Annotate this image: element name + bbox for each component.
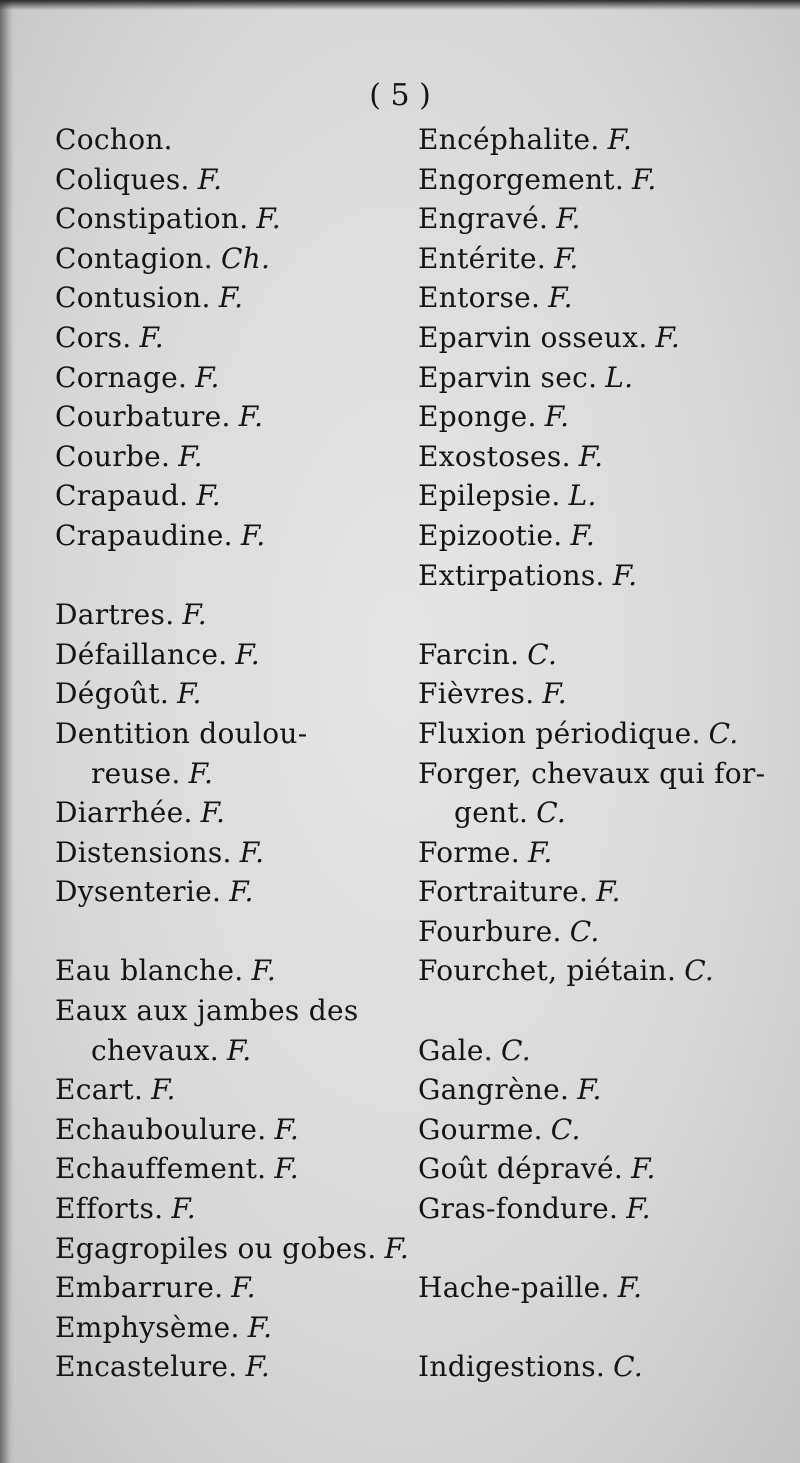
entry-term: Constipation. (55, 202, 249, 236)
entry-abbreviation: F. (655, 320, 681, 354)
entry-term: Cornage. (55, 360, 188, 394)
right-column (418, 120, 778, 1387)
entry-term: Echauboulure. (55, 1112, 267, 1146)
entry-term: Courbature. (55, 400, 231, 434)
entry-term: Contagion. (55, 241, 213, 275)
entry-abbreviation: F. (527, 835, 553, 869)
entry-term: Goût dépravé. (418, 1152, 624, 1186)
entry-term: Embarrure. (55, 1271, 224, 1305)
entry-term: Courbe. (55, 439, 171, 473)
index-entry (55, 793, 415, 833)
blank-line (55, 556, 415, 596)
entry-term: Gourme. (418, 1112, 543, 1146)
entry-term: Hache-paille. (418, 1271, 610, 1305)
entry-abbreviation: F. (229, 875, 254, 909)
entry-abbreviation: C. (613, 1350, 644, 1384)
entry-term: Gras-fondure. (418, 1192, 619, 1226)
entry-term: Epizootie. (418, 518, 563, 552)
page-number: ( 5 ) (369, 78, 431, 113)
entry-abbreviation: F. (178, 439, 203, 473)
index-entry (418, 912, 778, 952)
entry-abbreviation: F. (240, 518, 266, 552)
entry-term: Egagropiles ou gobes. (55, 1231, 377, 1265)
index-entry (55, 278, 415, 318)
entry-abbreviation: F. (182, 598, 207, 632)
entry-term: Eparvin osseux. (418, 320, 648, 354)
entry-term: Défaillance. (55, 637, 228, 671)
entry-term: Ecart. (55, 1073, 144, 1107)
entry-abbreviation: C. (550, 1112, 581, 1146)
entry-abbreviation: F. (556, 202, 581, 236)
entry-term: Entérite. (418, 241, 547, 275)
entry-abbreviation: F. (235, 637, 260, 671)
index-entry (418, 793, 778, 833)
index-entry (418, 397, 778, 437)
entry-abbreviation: F. (197, 162, 223, 196)
entry-abbreviation: F. (596, 875, 621, 909)
entry-abbreviation: F. (139, 320, 165, 354)
index-entry (418, 951, 778, 991)
entry-term: Diarrhée. (55, 796, 193, 830)
index-entry (418, 120, 778, 160)
index-entry (55, 1189, 415, 1229)
entry-term: Dysenterie. (55, 875, 222, 909)
entry-abbreviation: F. (607, 123, 633, 156)
entry-abbreviation: Ch. (220, 241, 271, 275)
entry-term: Fourbure. (418, 914, 562, 948)
entry-term: Gangrène. (418, 1073, 570, 1107)
entry-term: Forme. (418, 835, 520, 869)
index-entry (418, 556, 778, 596)
entry-abbreviation: C. (569, 914, 600, 948)
entry-term: Engorgement. (418, 162, 625, 196)
entry-abbreviation: C. (501, 1033, 531, 1067)
index-entry (55, 160, 415, 200)
page-edge-shadow (0, 0, 14, 1463)
index-entry (55, 1229, 415, 1269)
index-entry (418, 1110, 778, 1150)
entry-abbreviation: L. (605, 360, 634, 394)
entry-term: Fourchet, piétain. (418, 954, 677, 988)
entry-abbreviation: F. (384, 1231, 410, 1265)
entry-abbreviation: F. (632, 162, 657, 196)
entry-term: Fortraiture. (418, 875, 589, 909)
entry-term: Fièvres. (418, 677, 535, 711)
index-entry (55, 120, 415, 160)
entry-abbreviation: F. (548, 281, 573, 315)
index-entry (55, 358, 415, 398)
index-entry (55, 437, 415, 477)
entry-abbreviation: F. (274, 1152, 299, 1186)
blank-line (418, 595, 778, 635)
index-entry (55, 397, 415, 437)
entry-term: Crapaud. (55, 479, 189, 513)
entry-abbreviation: F. (631, 1152, 656, 1186)
entry-term: Fluxion périodique. (418, 716, 701, 750)
entry-term: Efforts. (55, 1192, 164, 1226)
entry-abbreviation: F. (256, 202, 281, 236)
entry-abbreviation: F. (570, 518, 596, 552)
entry-abbreviation: F. (247, 1310, 273, 1344)
entry-term: Epilepsie. (418, 479, 561, 513)
entry-term: Engravé. (418, 202, 549, 236)
entry-abbreviation: F. (200, 796, 226, 830)
entry-term: Coliques. (55, 162, 190, 196)
index-entry (55, 318, 415, 358)
index-entry (55, 951, 415, 991)
entry-term: Dégoût. (55, 677, 170, 711)
index-entry (418, 160, 778, 200)
index-entry (418, 872, 778, 912)
index-entry (55, 516, 415, 556)
index-entry (418, 516, 778, 556)
entry-abbreviation: F. (577, 1073, 602, 1107)
entry-term: Encéphalite. (418, 123, 600, 156)
entry-abbreviation: C. (527, 637, 558, 671)
entry-abbreviation: F. (171, 1192, 196, 1226)
index-entry (418, 714, 778, 754)
left-column (55, 120, 415, 1387)
entry-abbreviation: F. (196, 479, 221, 513)
index-entry (55, 595, 415, 635)
entry-term: chevaux. (91, 1033, 219, 1067)
entry-abbreviation: F. (239, 835, 265, 869)
entry-abbreviation: C. (684, 954, 715, 988)
entry-abbreviation: F. (188, 756, 214, 790)
entry-term: Cors. (55, 320, 132, 354)
entry-term: Echauffement. (55, 1152, 267, 1186)
entry-term: Indigestions. (418, 1350, 606, 1384)
entry-term: Dentition doulou- (55, 716, 308, 750)
index-entry (418, 476, 778, 516)
entry-term: Eparvin sec. (418, 360, 598, 394)
index-entry (418, 318, 778, 358)
entry-term: Extirpations. (418, 558, 605, 592)
entry-term: Cochon. (55, 123, 173, 156)
entry-abbreviation: F. (226, 1033, 252, 1067)
index-entry (418, 358, 778, 398)
entry-term: Emphysème. (55, 1310, 240, 1344)
index-entry (55, 1347, 415, 1387)
blank-line (418, 991, 778, 1031)
entry-abbreviation: F. (195, 360, 220, 394)
entry-abbreviation: F. (554, 241, 579, 275)
index-entry (55, 714, 415, 754)
index-entry (55, 833, 415, 873)
index-entry (55, 1110, 415, 1150)
entry-term: Farcin. (418, 637, 520, 671)
index-entry (418, 635, 778, 675)
entry-abbreviation: F. (151, 1073, 176, 1107)
entry-term: Distensions. (55, 835, 232, 869)
index-entry (55, 754, 415, 794)
entry-term: Forger, chevaux qui for- (418, 756, 766, 790)
entry-abbreviation: F. (238, 400, 264, 434)
entry-term: Entorse. (418, 281, 541, 315)
entry-term: Crapaudine. (55, 518, 233, 552)
entry-term: Eaux aux jambes des (55, 994, 359, 1028)
entry-term: Dartres. (55, 598, 175, 632)
entry-abbreviation: F. (617, 1271, 643, 1305)
entry-term: reuse. (91, 756, 181, 790)
entry-abbreviation: C. (536, 796, 567, 830)
index-entry (55, 991, 415, 1031)
entry-abbreviation: F. (542, 677, 567, 711)
entry-term: Contusion. (55, 281, 211, 315)
entry-term: Encastelure. (55, 1350, 238, 1384)
entry-abbreviation: F. (231, 1271, 256, 1305)
index-entry (418, 1347, 778, 1387)
entry-abbreviation: F. (578, 439, 604, 473)
entry-term: Gale. (418, 1033, 493, 1067)
index-entry (418, 437, 778, 477)
entry-abbreviation: C. (708, 716, 739, 750)
index-entry (55, 476, 415, 516)
index-entry (418, 1268, 778, 1308)
index-entry (418, 278, 778, 318)
index-entry (55, 1070, 415, 1110)
blank-line (418, 1229, 778, 1269)
entry-abbreviation: L. (568, 479, 597, 513)
index-entry (55, 199, 415, 239)
index-entry (55, 1308, 415, 1348)
index-entry (55, 872, 415, 912)
entry-abbreviation: F. (612, 558, 638, 592)
index-entry (418, 754, 778, 794)
entry-term: gent. (454, 796, 529, 830)
index-entry (55, 1268, 415, 1308)
entry-term: Eponge. (418, 400, 537, 434)
index-entry (55, 1031, 415, 1071)
index-entry (418, 674, 778, 714)
index-entry (418, 1070, 778, 1110)
entry-term: Eau blanche. (55, 954, 244, 988)
entry-abbreviation: F. (177, 677, 202, 711)
entry-abbreviation: F. (274, 1112, 300, 1146)
index-entry (418, 1189, 778, 1229)
blank-line (55, 912, 415, 952)
index-entry (55, 1149, 415, 1189)
index-entry (55, 674, 415, 714)
entry-abbreviation: F. (544, 400, 570, 434)
entry-abbreviation: F. (245, 1350, 271, 1384)
index-entry (418, 1031, 778, 1071)
entry-abbreviation: F. (251, 954, 277, 988)
index-entry (418, 239, 778, 279)
entry-abbreviation: F. (626, 1192, 651, 1226)
entry-abbreviation: F. (218, 281, 244, 315)
index-entry (55, 635, 415, 675)
index-entry (55, 239, 415, 279)
entry-term: Exostoses. (418, 439, 571, 473)
index-entry (418, 833, 778, 873)
index-entry (418, 199, 778, 239)
index-entry (418, 1149, 778, 1189)
blank-line (418, 1308, 778, 1348)
page-top-shadow (0, 0, 800, 10)
